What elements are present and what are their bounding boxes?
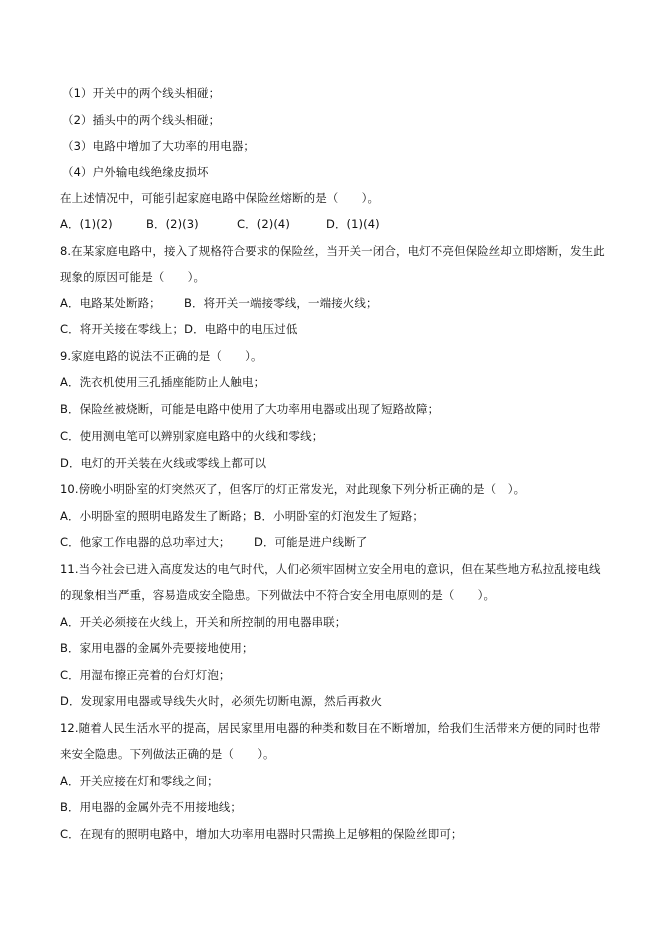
q12-option-a: A．开关应接在灯和零线之间； — [60, 774, 219, 788]
q9-stem: 9.家庭电路的说法不正确的是（ ）。 — [60, 349, 263, 363]
q11-option-a: A．开关必须接在火线上，开关和所控制的用电器串联； — [60, 615, 347, 629]
q12-stem-line2: 来安全隐患。下列做法正确的是（ ）。 — [60, 747, 275, 761]
q7-stem: 在上述情况中，可能引起家庭电路中保险丝熔断的是（ ）。 — [60, 191, 380, 205]
q8-stem-line1: 8.在某家庭电路中，接入了规格符合要求的保险丝，当开关一闭合，电灯不亮但保险丝却立即熔断，发生此 — [60, 244, 605, 258]
q12-option-b: B．用电器的金属外壳不用接地线； — [60, 800, 242, 814]
q12-stem-line1: 12.随着人民生活水平的提高，居民家里用电器的种类和数目在不断增加，给我们生活带来方便的同时也带 — [60, 721, 601, 735]
q7-option-b: B．(2)(3) — [146, 217, 199, 231]
q11-option-c: C．用湿布擦正亮着的台灯灯泡； — [60, 668, 231, 682]
q8-option-a: A．电路某处断路； — [60, 296, 161, 310]
q8-option-b: B．将开关一端接零线，一端接火线； — [184, 296, 378, 310]
q12-option-c: C．在现有的照明电路中，增加大功率用电器时只需换上足够粗的保险丝即可； — [60, 827, 463, 841]
sub-item-1: （1）开关中的两个线头相碰； — [62, 86, 221, 100]
sub-item-2: （2）插头中的两个线头相碰； — [62, 113, 221, 127]
q7-option-c: C．(2)(4) — [237, 217, 290, 231]
q11-stem-line1: 11.当今社会已进入高度发达的电气时代，人们必须牢固树立安全用电的意识，但在某些地方私拉乱接电线 — [60, 562, 601, 576]
q7-option-a: A．(1)(2) — [60, 217, 113, 231]
q9-option-b: B．保险丝被烧断，可能是电路中使用了大功率用电器或出现了短路故障； — [60, 402, 440, 416]
sub-item-3: （3）电路中增加了大功率的用电器； — [62, 139, 256, 153]
q10-option-d: D．可能是进户线断了 — [254, 535, 368, 549]
q8-options-ab — [60, 296, 620, 310]
q11-stem-line2: 的现象相当严重，容易造成安全隐患。下列做法中不符合安全用电原则的是（ ）。 — [60, 588, 496, 602]
q9-option-c: C．使用测电笔可以辨别家庭电路中的火线和零线； — [60, 429, 324, 443]
q10-stem: 10.傍晚小明卧室的灯突然灭了，但客厅的灯正常发光，对此现象下列分析正确的是（ ）。 — [60, 482, 526, 496]
q10-options-ab: A．小明卧室的照明电路发生了断路；B．小明卧室的灯泡发生了短路； — [60, 509, 424, 523]
q11-option-d: D．发现家用电器或导线失火时，必须先切断电源，然后再救火 — [60, 694, 383, 708]
q9-option-d: D．电灯的开关装在火线或零线上都可以 — [60, 456, 267, 470]
q7-option-d: D．(1)(4) — [326, 217, 380, 231]
q7-options — [60, 217, 620, 231]
q10-option-c: C．他家工作电器的总功率过大； — [60, 535, 231, 549]
q10-options-cd — [60, 535, 620, 549]
q9-option-a: A．洗衣机使用三孔插座能防止人触电； — [60, 375, 266, 389]
q8-options-cd: C．将开关接在零线上；D．电路中的电压过低 — [60, 322, 298, 336]
q8-stem-line2: 现象的原因可能是（ ）。 — [60, 270, 206, 284]
q11-option-b: B．家用电器的金属外壳要接地使用； — [60, 641, 254, 655]
sub-item-4: （4）户外输电线绝缘皮损坏 — [62, 165, 209, 179]
